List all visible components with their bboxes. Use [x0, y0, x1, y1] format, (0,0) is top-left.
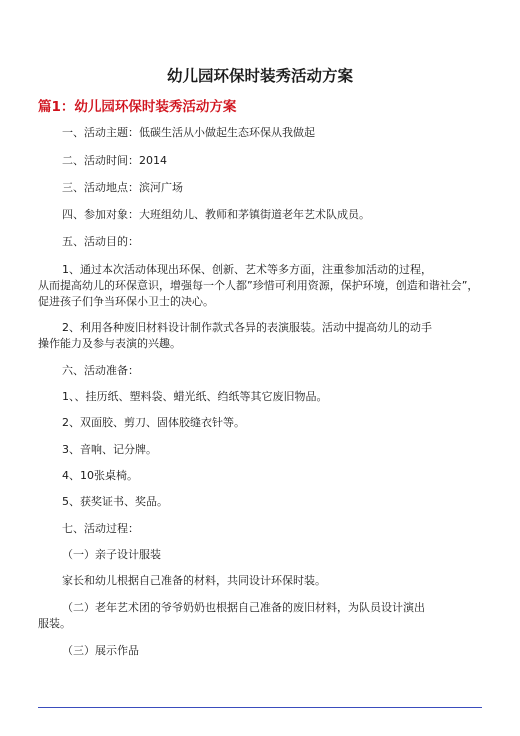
paragraph-preparation-4: 4、10张桌椅。: [62, 469, 138, 482]
paragraph-activity-location: 三、活动地点：滨河广场: [62, 181, 183, 194]
paragraph-activity-time: 二、活动时间：2014: [62, 154, 167, 167]
paragraph-activity-theme: 一、活动主题：低碳生活从小做起生态环保从我做起: [62, 126, 315, 139]
paragraph-participants: 四、参加对象：大班组幼儿、教师和茅镇街道老年艺术队成员。: [62, 208, 370, 221]
paragraph-purpose-heading: 五、活动目的：: [62, 235, 139, 248]
paragraph-preparation-2: 2、双面胶、剪刀、固体胶缝衣针等。: [62, 416, 245, 429]
paragraph-process-step-1-detail: 家长和幼儿根据自己准备的材料，共同设计环保时装。: [62, 574, 326, 587]
paragraph-process-step-2-line-1: （二）老年艺术团的爷爷奶奶也根据自己准备的废旧材料，为队员设计演出: [62, 601, 425, 614]
paragraph-preparation-3: 3、音响、记分牌。: [62, 443, 157, 456]
paragraph-purpose-1-line-1: 1、通过本次活动体现出环保、创新、艺术等多方面，注重参加活动的过程，: [62, 263, 432, 276]
paragraph-preparation-heading: 六、活动准备：: [62, 364, 139, 377]
footer-divider: [38, 707, 482, 708]
paragraph-process-step-2-line-2: 服装。: [38, 617, 71, 630]
paragraph-purpose-2-line-2: 操作能力及参与表演的兴趣。: [38, 337, 181, 350]
paragraph-process-heading: 七、活动过程：: [62, 522, 139, 535]
paragraph-purpose-2-line-1: 2、利用各种废旧材料设计制作款式各异的表演服装。活动中提高幼儿的动手: [62, 321, 432, 334]
paragraph-purpose-1-continued: 从而提高幼儿的环保意识，增强每一个人都”珍惜可利用资源，保护环境，创造和谐社会”，促进孩子们争当环保小卫士的决心。: [38, 279, 479, 308]
section-heading: 篇1：幼儿园环保时装秀活动方案: [38, 99, 237, 115]
paragraph-preparation-5: 5、获奖证书、奖品。: [62, 495, 168, 508]
paragraph-preparation-1: 1、、挂历纸、塑料袋、蜡光纸、绉纸等其它废旧物品。: [62, 390, 328, 403]
paragraph-process-step-1: （一）亲子设计服装: [62, 548, 161, 561]
paragraph-process-step-3: （三）展示作品: [62, 644, 139, 657]
document-title: 幼儿园环保时装秀活动方案: [166, 67, 353, 85]
